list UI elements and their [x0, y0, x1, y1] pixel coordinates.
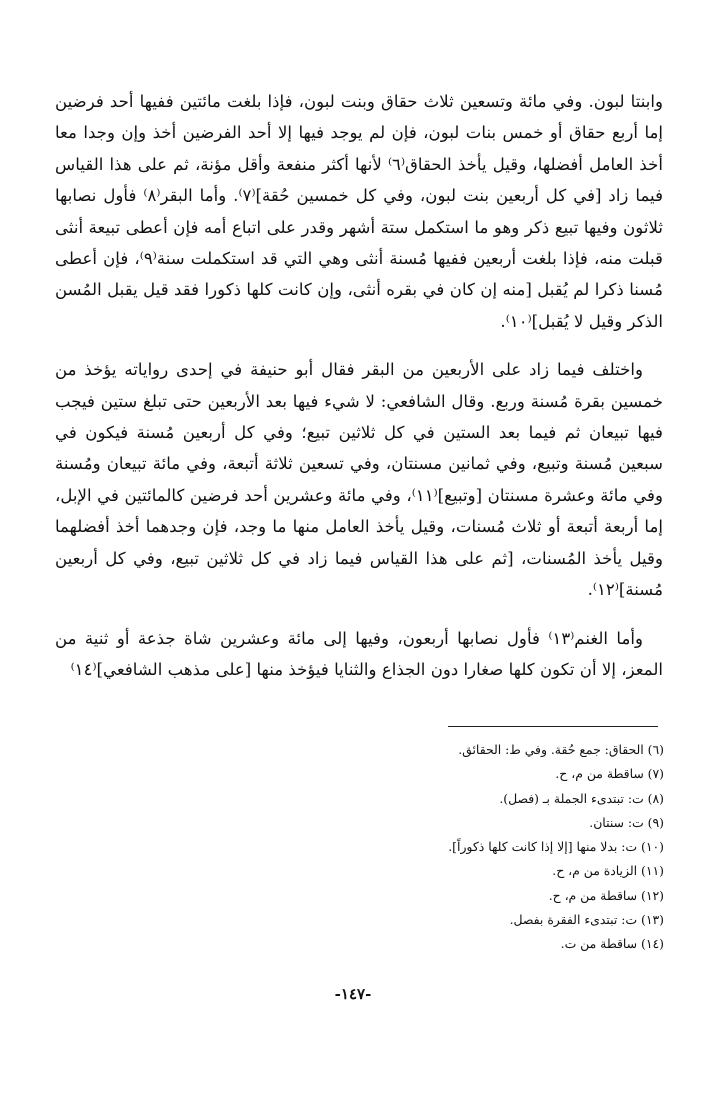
footnote: (٨) ت: تبتدىء الجملة بـ (فصل).	[499, 790, 664, 806]
paragraph: وأما الغنم⁽١٣⁾ فأول نصابها أربعون، وفيها إلى مائة وعشرين شاة جذعة أو ثنية من المعز، إلا أن تكون كلها صغارا دون الجذاع والثنايا فيؤخذ منها [على مذهب الشافعي]⁽١٤⁾	[55, 628, 663, 679]
footnote: (١٤) ساقطة من ت.	[560, 936, 664, 952]
footnote: (١٠) ت: بدلا منها [إلا إذا كانت كلها ذكوراً].	[448, 839, 664, 855]
footnote: (١٣) ت: تبتدىء الفقرة بفصل.	[509, 912, 664, 928]
footnote-divider	[448, 726, 658, 727]
page-number: -١٤٧-	[334, 985, 372, 1003]
footnote: (١١) الزيادة من م، ح.	[552, 863, 664, 879]
footnote: (٧) ساقطة من م، ح.	[555, 766, 664, 782]
footnote: (٩) ت: سنتان.	[589, 814, 664, 830]
footnote: (١٢) ساقطة من م، ح.	[548, 887, 664, 903]
footnote: (٦) الحقاق: جمع حُقة. وفي ط: الحقائق.	[458, 742, 664, 757]
paragraph: واختلف فيما زاد على الأربعين من البقر فقال أبو حنيفة في إحدى رواياته يؤخذ من خمسين بقرة مُسنة وربع. وقال الشافعي: لا شيء فيها بعد الأربعين حتى تبلغ ستين فيجب فيها تبيعان ثم فيما بعد الستين في كل ثلاثين تبيع؛ وفي كل أربعين مُسنة فيكون في سبعين مُسنة وتبيع، وفي ثمانين مسنتان، وفي تسعين ثلاثة أتبعة، وفي مائة تبيعان ومُسنة وفي مائة وعشرة مسنتان [وتبيع]⁽١١⁾، وفي مائة وعشرين أحد فرضين كالمائتين في الإبل، إما أربعة أتبعة أو ثلاث مُسنات، وقيل يأخذ العامل منها ما وجد، فإن وجدهما أخذ أفضلهما وقيل يأخذ المُسنات، [ثم على هذا القياس فيما زاد في كل ثلاثين تبيع، وفي كل أربعين مُسنة]⁽١٢⁾.	[55, 360, 664, 600]
main-text-body	[55, 86, 663, 702]
footnotes-list	[124, 738, 664, 957]
paragraph: وابنتا لبون. وفي مائة وتسعين ثلاث حقاق وبنت لبون، فإذا بلغت مائتين ففيها أحد فرضين إما أربع حقاق أو خمس بنات لبون، فإن لم يوجد فيها إلا أحد الفرضين أخذ وإن وجدا معا أخذ العامل أفضلها، وقيل يأخذ الحقاق⁽٦⁾ لأنها أكثر منفعة وأقل مؤنة، ثم على هذا القياس فيما زاد [في كل أربعين بنت لبون، وفي كل خمسين حُقة]⁽٧⁾. وأما البقر⁽٨⁾ فأول نصابها ثلاثون وفيها تبيع ذكر وهو ما استكمل ستة أشهر وقدر على اتباع أمه فإن أعطى تبيعة أنثى قبلت منه، فإذا بلغت أربعين ففيها مُسنة أنثى وهي التي قد استكملت سنة⁽٩⁾، فإن أعطى مُسنا ذكرا لم يُقبل [منه إن كان في بقره أنثى، وإن كانت كلها ذكورا فقد قيل يقبل المُسن الذكر وقيل لا يُقبل]⁽١٠⁾.	[55, 92, 663, 331]
